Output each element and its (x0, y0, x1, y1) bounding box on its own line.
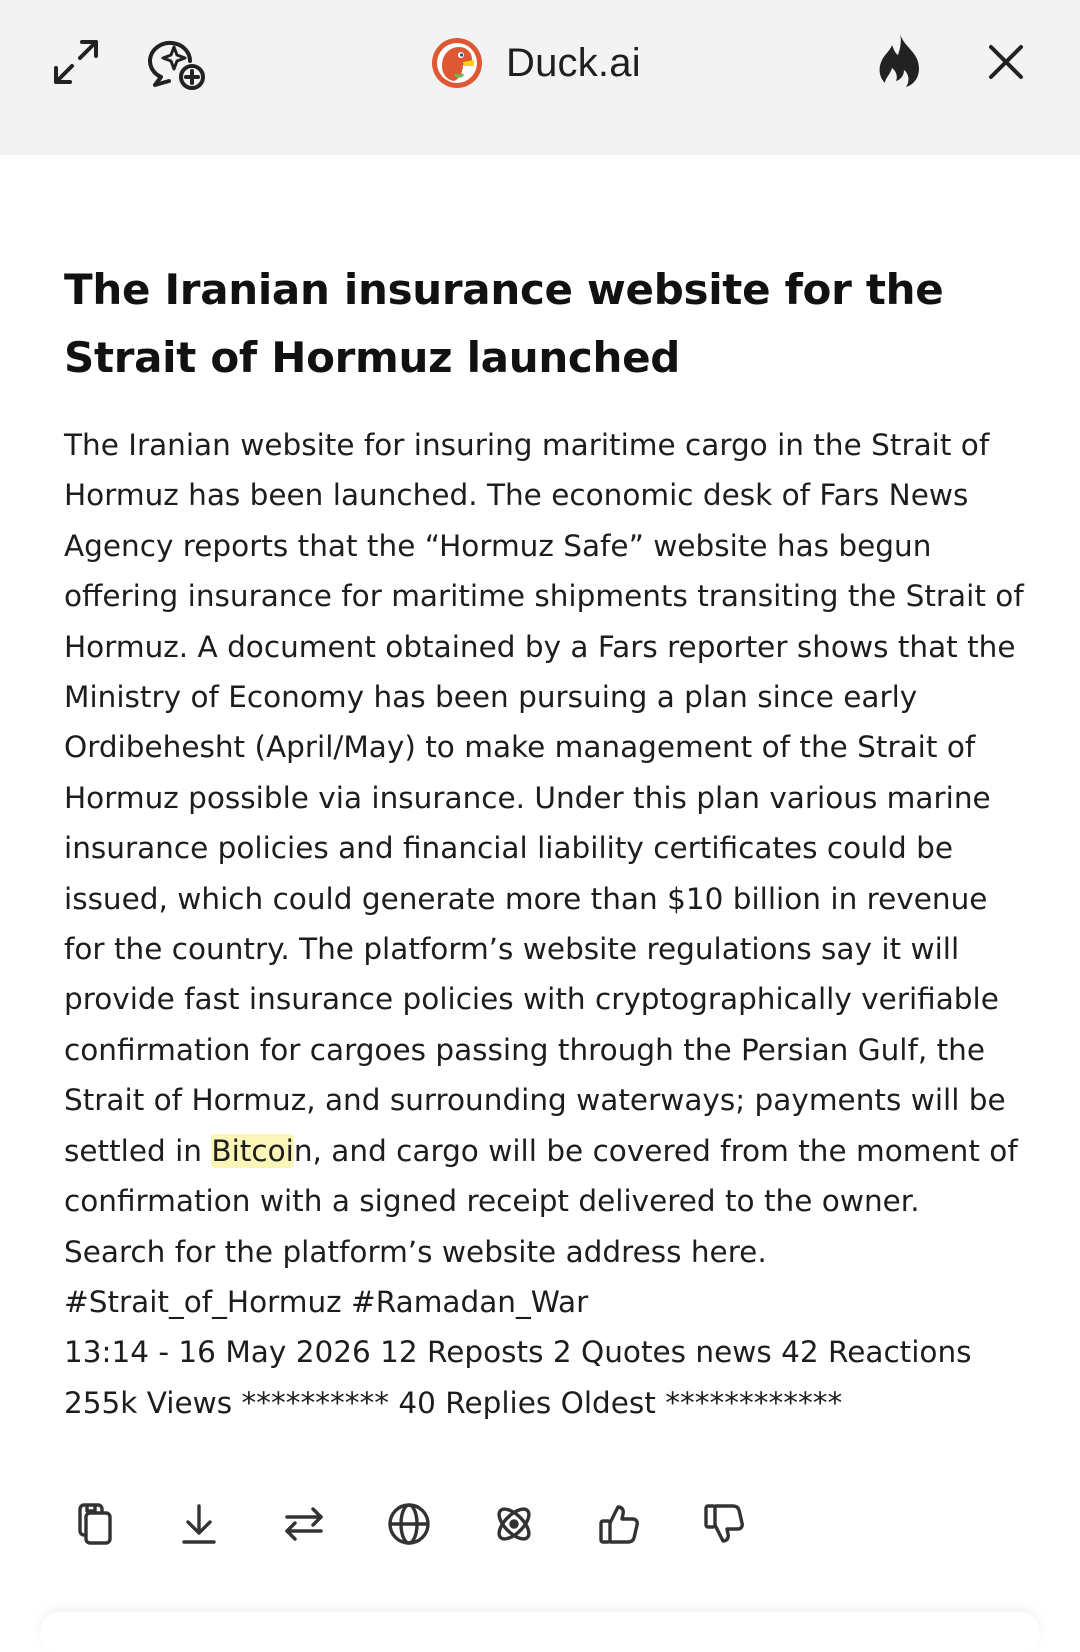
article-body (64, 420, 1024, 1428)
message-actions (64, 1494, 799, 1554)
expand-button[interactable] (44, 30, 108, 94)
regenerate-button[interactable] (484, 1494, 544, 1554)
thumbs-up-button[interactable] (589, 1494, 649, 1554)
thumbs-down-button[interactable] (694, 1494, 754, 1554)
article-title: The Iranian insurance website for the Strait of Hormuz launched (64, 265, 944, 382)
switch-model-icon (281, 1504, 327, 1544)
fire-button[interactable] (868, 28, 932, 92)
web-search-icon (386, 1501, 432, 1547)
download-button[interactable] (169, 1494, 229, 1554)
top-bar (0, 0, 1080, 155)
new-chat-icon (147, 31, 209, 93)
brand (430, 28, 641, 98)
body-text-continued: n, and cargo will be covered from the moment of confirmation with a signed receipt delivered to the owner. (64, 1133, 1018, 1219)
app-name: Duck.ai (506, 40, 641, 85)
close-icon (986, 42, 1026, 82)
web-search-button[interactable] (379, 1494, 439, 1554)
highlighted-term: Bitcoi (211, 1133, 294, 1168)
thumbs-down-icon (702, 1502, 746, 1546)
bottom-input-card (40, 1612, 1040, 1652)
copy-icon (72, 1501, 116, 1547)
fire-icon (875, 31, 925, 89)
switch-model-button[interactable] (274, 1494, 334, 1554)
download-icon (179, 1502, 219, 1546)
thumbs-up-icon (597, 1502, 641, 1546)
article-paragraph (64, 420, 1024, 1227)
hashtags: #Strait_of_Hormuz #Ramadan_War (64, 1284, 589, 1319)
copy-button[interactable] (64, 1494, 124, 1554)
search-line: Search for the platform’s website address here. (64, 1234, 767, 1269)
duck-logo (430, 36, 484, 90)
close-button[interactable] (974, 30, 1038, 94)
post-meta: 13:14 - 16 May 2026 12 Reposts 2 Quotes news 42 Reactions 255k Views ********** 40 Replies Oldest ************ (64, 1335, 972, 1420)
expand-icon (51, 37, 101, 87)
message-content (64, 256, 1024, 1428)
new-chat-button[interactable] (144, 28, 212, 96)
body-text: The Iranian website for insuring maritime cargo in the Strait of Hormuz has been launched. The economic desk of Fars News Agency reports that the “Hormuz Safe” website has begun offering insurance for maritime shipments transiting the Strait of Hormuz. A document obtained by a Fars reporter shows that the Ministry of Economy has been pursuing a plan since early Ordibehesht (April/May) to make management of the Strait of Hormuz possible via insurance. Under this plan various marine insurance policies and financial liability certificates could be issued, which could generate more than $10 billion in revenue for the country. The platform’s website regulations say it will provide fast insurance policies with cryptographically verifiable confirmation for cargoes passing through the Persian Gulf, the Strait of Hormuz, and surrounding waterways; payments will be settled in (64, 428, 1024, 1168)
regenerate-icon (492, 1502, 536, 1546)
